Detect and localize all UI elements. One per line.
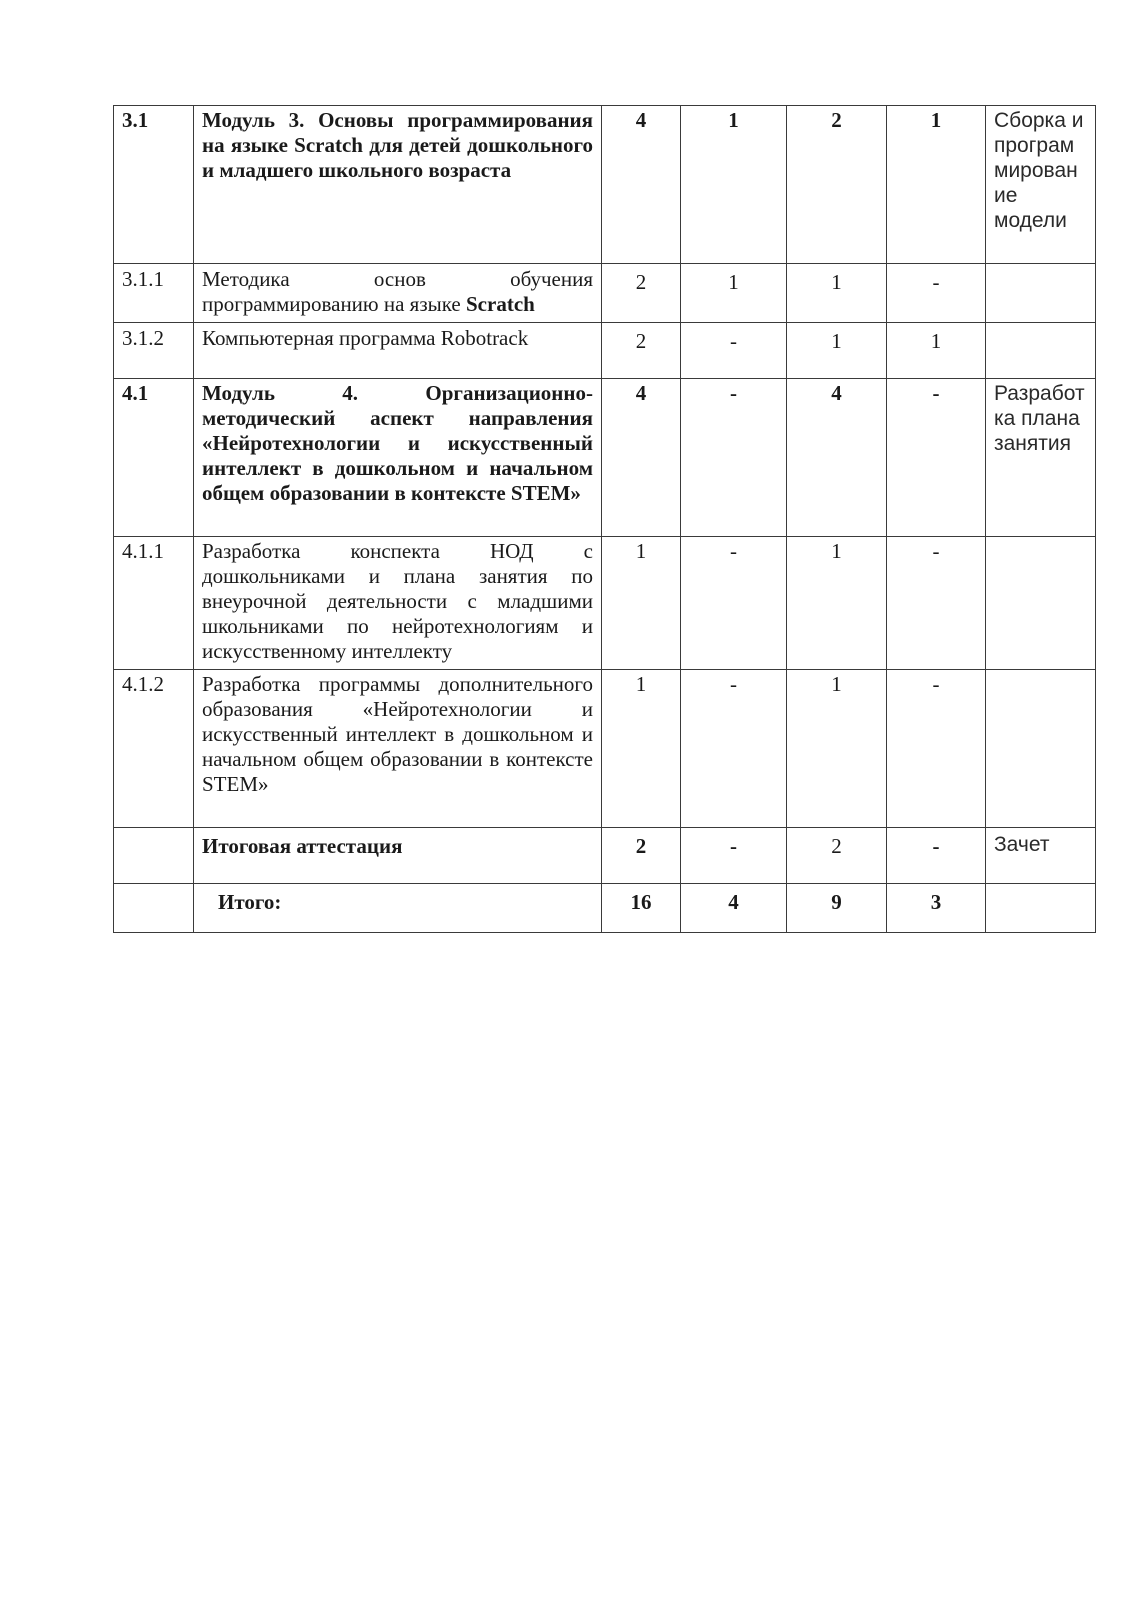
- row-number: 3.1.2: [114, 323, 194, 379]
- cell-total: 16: [602, 884, 681, 933]
- cell-lectures: -: [681, 379, 787, 537]
- cell-practice: 1: [787, 323, 887, 379]
- cell-total: 2: [602, 323, 681, 379]
- table-row: [114, 884, 1096, 933]
- cell-total: 2: [602, 828, 681, 884]
- row-title: Разработка программы дополнительного образования «Нейротехнологии и искусственный интеллект в дошкольном и начальном общем образовании в контексте STEM»: [194, 670, 602, 828]
- cell-practice: 1: [787, 264, 887, 323]
- row-number: 4.1: [114, 379, 194, 537]
- cell-lectures: 1: [681, 106, 787, 264]
- table-row: [114, 670, 1096, 828]
- cell-lectures: 4: [681, 884, 787, 933]
- row-number: [114, 828, 194, 884]
- row-title-text: Методика основ обучения программированию на языке: [202, 267, 593, 316]
- row-number: 4.1.2: [114, 670, 194, 828]
- table-row: [114, 379, 1096, 537]
- cell-lectures: -: [681, 670, 787, 828]
- cell-total: 1: [602, 670, 681, 828]
- cell-lectures: -: [681, 828, 787, 884]
- row-number: 3.1.1: [114, 264, 194, 323]
- row-title: Разработка конспекта НОД с дошкольниками и плана занятия по внеурочной деятельности с младшими школьниками по нейротехнологиям и искусственному интеллекту: [194, 537, 602, 670]
- cell-note: [986, 323, 1096, 379]
- row-number: [114, 884, 194, 933]
- cell-note: Зачет: [986, 828, 1096, 884]
- cell-self: -: [887, 670, 986, 828]
- row-title: Компьютерная программа Robotrack: [194, 323, 602, 379]
- cell-note: [986, 537, 1096, 670]
- row-title: Итого:: [194, 884, 602, 933]
- table-row: [114, 537, 1096, 670]
- row-number: 3.1: [114, 106, 194, 264]
- cell-total: 1: [602, 537, 681, 670]
- row-title: Модуль 4. Организационно-методический аспект направления «Нейротехнологии и искусственный интеллект в дошкольном и начальном общем образовании в контексте STEM»: [194, 379, 602, 537]
- cell-lectures: -: [681, 537, 787, 670]
- cell-note: [986, 670, 1096, 828]
- cell-self: -: [887, 379, 986, 537]
- cell-total: 4: [602, 379, 681, 537]
- cell-practice: 9: [787, 884, 887, 933]
- row-title: Модуль 3. Основы программирования на языке Scratch для детей дошкольного и младшего школьного возраста: [194, 106, 602, 264]
- cell-practice: 2: [787, 828, 887, 884]
- table-row: [114, 264, 1096, 323]
- row-title: [194, 264, 602, 323]
- cell-self: 1: [887, 106, 986, 264]
- cell-note: Разработ ка плана занятия: [986, 379, 1096, 537]
- cell-note: [986, 264, 1096, 323]
- cell-self: -: [887, 828, 986, 884]
- cell-total: 2: [602, 264, 681, 323]
- table-row: [114, 828, 1096, 884]
- table-row: [114, 106, 1096, 264]
- cell-note: Сборка и програм мирован ие модели: [986, 106, 1096, 264]
- cell-self: -: [887, 537, 986, 670]
- row-number: 4.1.1: [114, 537, 194, 670]
- cell-practice: 4: [787, 379, 887, 537]
- cell-practice: 1: [787, 537, 887, 670]
- curriculum-table: [113, 105, 1096, 933]
- cell-note: [986, 884, 1096, 933]
- cell-lectures: -: [681, 323, 787, 379]
- row-title: Итоговая аттестация: [194, 828, 602, 884]
- table-row: [114, 323, 1096, 379]
- cell-self: 1: [887, 323, 986, 379]
- cell-self: 3: [887, 884, 986, 933]
- cell-practice: 2: [787, 106, 887, 264]
- cell-lectures: 1: [681, 264, 787, 323]
- row-title-bold: Scratch: [466, 292, 535, 316]
- cell-total: 4: [602, 106, 681, 264]
- cell-practice: 1: [787, 670, 887, 828]
- cell-self: -: [887, 264, 986, 323]
